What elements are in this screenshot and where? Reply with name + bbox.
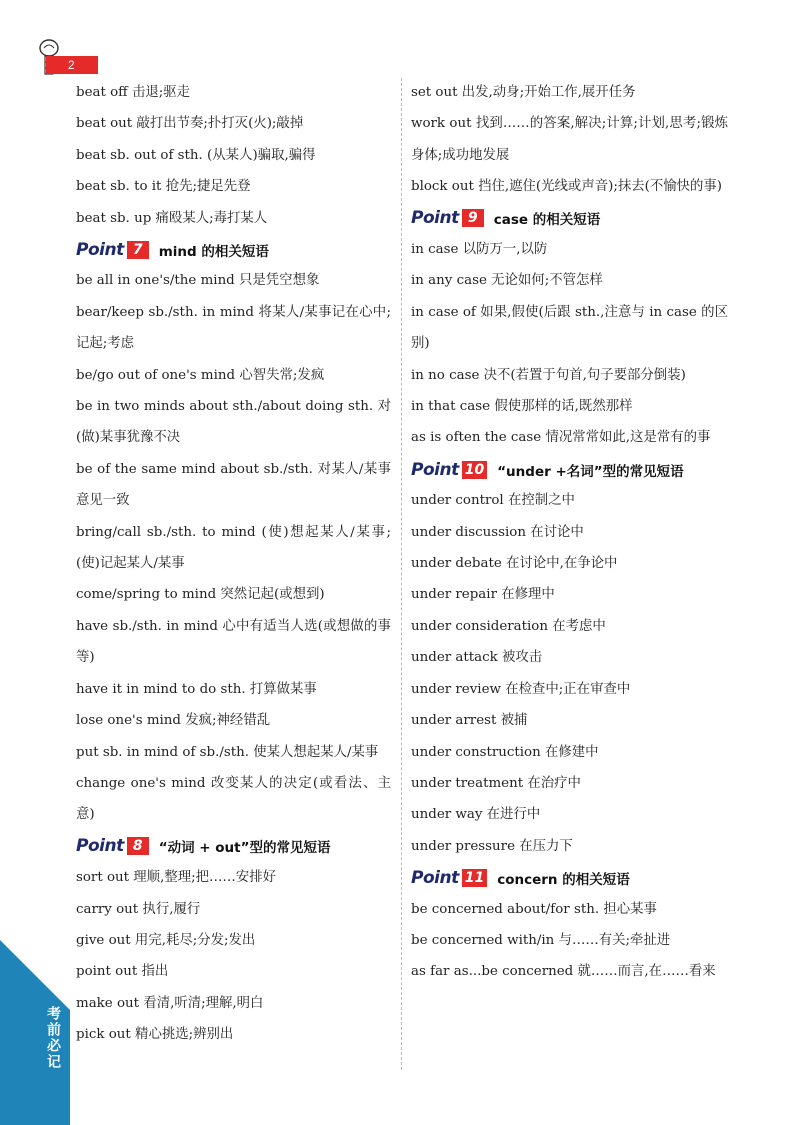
phrase-entry: be concerned with/in 与……有关;牵扯进 [411, 932, 671, 948]
phrase-entry: pick out 精心挑选;辨别出 [76, 1027, 234, 1043]
point-title: mind 的相关短语 [158, 243, 269, 260]
phrase-entry: be in two minds about sth./about doing sth. 对(做)某事犹豫不决 [76, 399, 391, 446]
phrase-entry: under review 在检查中;正在审查中 [411, 681, 631, 697]
phrase-entry: be concerned about/for sth. 担心某事 [411, 901, 657, 917]
point-title: concern 的相关短语 [497, 871, 630, 888]
point-title: “under +名词”型的常见短语 [497, 463, 684, 480]
phrase-entry: under construction 在修建中 [411, 744, 599, 760]
point-9-heading [411, 203, 728, 234]
point-7-heading [76, 234, 391, 265]
phrase-entry: be of the same mind about sb./sth. 对某人/某事意见一致 [76, 461, 391, 509]
column-divider [401, 78, 402, 1070]
point-title: case 的相关短语 [493, 212, 601, 229]
page-number-badge: 2 [46, 56, 98, 74]
phrase-entry: work out 找到……的答案,解决;计算;计划,思考;锻炼身体;成功地发展 [411, 116, 728, 163]
phrase-entry: have sb./sth. in mind 心中有适当人选(或想做的事等) [76, 618, 391, 666]
phrase-entry: as far as...be concerned 就……而言,在……看来 [411, 964, 716, 980]
point-label: Point [411, 867, 459, 888]
phrase-entry: under treatment 在治疗中 [411, 775, 581, 791]
phrase-entry: beat off 击退;驱走 [76, 85, 191, 100]
point-8-heading [76, 831, 391, 862]
point-number-badge: 8 [127, 837, 149, 855]
side-triangle-decoration [0, 0, 70, 1125]
phrase-entry: under consideration 在考虑中 [411, 618, 606, 634]
point-number-badge: 11 [462, 869, 487, 887]
phrase-entry: have it in mind to do sth. 打算做某事 [76, 681, 317, 697]
phrase-entry: sort out 理顺,整理;把……安排好 [76, 870, 276, 886]
phrase-entry: put sb. in mind of sb./sth. 使某人想起某人/某事 [76, 744, 379, 760]
phrase-entry: under attack 被攻击 [411, 650, 543, 666]
point-label: Point [76, 836, 124, 857]
phrase-entry: be all in one's/the mind 只是凭空想象 [76, 273, 320, 289]
phrase-entry: under discussion 在讨论中 [411, 524, 584, 540]
point-10-heading [411, 454, 728, 485]
point-number-badge: 7 [127, 241, 149, 259]
phrase-entry: under repair 在修理中 [411, 587, 555, 603]
phrase-entry: beat sb. out of sth. (从某人)骗取,骗得 [76, 147, 316, 163]
phrase-entry: block out 挡住,遮住(光线或声音);抹去(不愉快的事) [411, 179, 723, 195]
point-label: Point [411, 459, 459, 480]
phrase-entry: in case of 如果,假使(后跟 sth.,注意与 in case 的区别) [411, 304, 728, 352]
phrase-entry: in case 以防万一,以防 [411, 242, 548, 258]
phrase-entry: come/spring to mind 突然记起(或想到) [76, 587, 325, 603]
point-number-badge: 9 [462, 209, 484, 227]
phrase-entry: set out 出发,动身;开始工作,展开任务 [411, 85, 636, 100]
phrase-entry: as is often the case 情况常常如此,这是常有的事 [411, 430, 711, 446]
phrase-entry: bear/keep sb./sth. in mind 将某人/某事记在心中;记起;考虑 [76, 304, 391, 352]
left-column [76, 77, 391, 1051]
phrase-entry: be/go out of one's mind 心智失常;发疯 [76, 367, 325, 383]
phrase-entry: under control 在控制之中 [411, 493, 575, 509]
phrase-entry: point out 指出 [76, 964, 169, 980]
point-number-badge: 10 [462, 461, 487, 479]
phrase-entry: in no case 决不(若置于句首,句子要部分倒装) [411, 367, 686, 383]
phrase-entry: change one's mind 改变某人的决定(或看法、主意) [76, 775, 391, 823]
phrase-entry: in that case 假使那样的话,既然那样 [411, 399, 633, 415]
point-label: Point [411, 208, 459, 229]
side-label: 考前必记 [45, 1006, 61, 1070]
phrase-entry: carry out 执行,履行 [76, 901, 201, 917]
phrase-entry: under pressure 在压力下 [411, 838, 573, 854]
phrase-entry: make out 看清,听清;理解,明白 [76, 995, 264, 1011]
phrase-entry: bring/call sb./sth. to mind (使)想起某人/某事;(使)记起某人/某事 [76, 524, 391, 572]
phrase-entry: under debate 在讨论中,在争论中 [411, 556, 618, 572]
phrase-entry: lose one's mind 发疯;神经错乱 [76, 713, 271, 729]
phrase-entry: beat sb. up 痛殴某人;毒打某人 [76, 210, 268, 226]
right-column [411, 77, 728, 988]
phrase-entry: under arrest 被捕 [411, 713, 528, 729]
phrase-entry: in any case 无论如何;不管怎样 [411, 273, 603, 289]
point-label: Point [76, 239, 124, 260]
phrase-entry: under way 在进行中 [411, 807, 541, 823]
phrase-entry: beat sb. to it 抢先;捷足先登 [76, 179, 251, 195]
point-11-heading [411, 862, 728, 893]
point-title: “动词 + out”型的常见短语 [158, 840, 331, 857]
phrase-entry: give out 用完,耗尽;分发;发出 [76, 932, 256, 948]
phrase-entry: beat out 敲打出节奏;扑打灭(火);敲掉 [76, 116, 304, 132]
